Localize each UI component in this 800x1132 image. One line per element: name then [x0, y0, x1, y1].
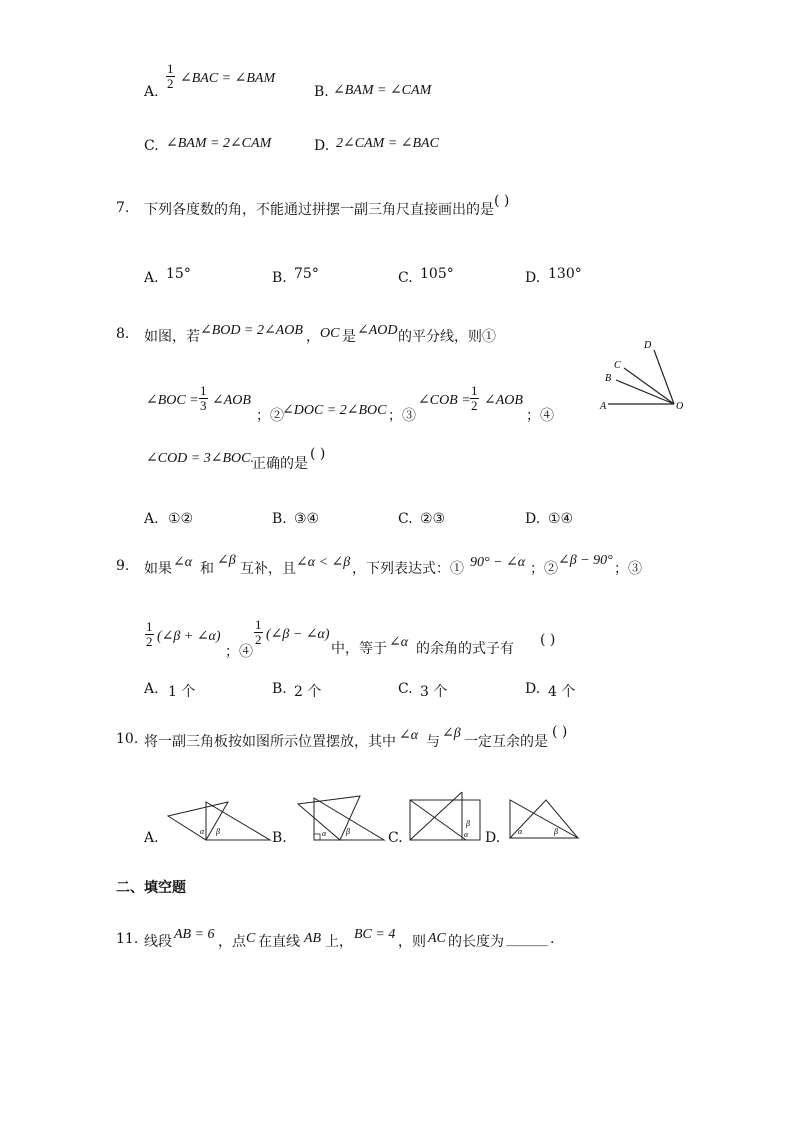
q8-option-d-label: D. — [525, 511, 541, 527]
ray-od — [654, 350, 674, 404]
q9-stem-e: 中，等于 — [331, 641, 387, 657]
q8-number: 8. — [116, 326, 130, 342]
q10-option-c-label: C. — [388, 830, 403, 846]
set-square-1-edge — [410, 800, 466, 840]
q10-stem-c: 一定互余的是 — [464, 734, 548, 750]
q6-option-c-label: C. — [144, 138, 159, 154]
q11-ab2: AB — [304, 931, 322, 946]
q8-stem-a: 如图，若 — [144, 329, 200, 345]
q9-stem-f: 的余角的式子有 — [416, 641, 514, 657]
q11-end: . — [550, 931, 555, 947]
q8-oc: OC — [320, 326, 340, 341]
q11-c: C — [246, 931, 256, 946]
set-square-2 — [298, 796, 360, 840]
q7-option-d-value: 130° — [548, 266, 582, 282]
q7-number: 7. — [116, 200, 130, 216]
set-square-2-edge — [410, 792, 462, 840]
q9-option-d-label: D. — [525, 681, 541, 697]
q8-option-b-value: ③④ — [294, 511, 320, 527]
q7-option-a-label: A. — [144, 270, 159, 286]
q8-answer-paren: ( ) — [310, 446, 326, 462]
fraction-numerator: 1 — [471, 383, 478, 398]
q6-option-a-fraction — [166, 62, 175, 91]
q11-stem-d: 上， — [325, 934, 353, 950]
alpha-mark: α — [518, 827, 523, 836]
q9-sep-2: ；③ — [614, 561, 642, 577]
fraction-numerator: 1 — [255, 617, 262, 632]
q7-option-b-value: 75° — [294, 266, 319, 282]
q10-stem-a: 将一副三角板按如图所示位置摆放，其中 — [144, 734, 396, 750]
q7-option-c-label: C. — [398, 270, 413, 286]
q8-s4: ∠COD = 3∠BOC. — [146, 451, 254, 466]
section-heading: 二、填空题 — [116, 880, 186, 896]
q7-option-d-label: D. — [525, 270, 541, 286]
fraction-denominator: 3 — [200, 398, 207, 413]
beta-mark: β — [346, 827, 350, 836]
q9-answer-paren: ( ) — [540, 632, 556, 648]
q10-alpha: ∠α — [399, 728, 419, 743]
label-a: A — [600, 401, 607, 412]
q10-stem-b: 与 — [426, 734, 440, 750]
q9-stem-a: 如果 — [144, 561, 172, 577]
alpha-mark: α — [200, 827, 205, 836]
q8-stem-c: 的平分线，则① — [398, 329, 496, 345]
q8-option-b-label: B. — [272, 511, 287, 527]
right-angle-mark — [314, 834, 320, 840]
q11-number: 11. — [116, 931, 139, 947]
q9-option-d-value: 4 个 — [548, 684, 576, 700]
q6-option-a-expr: ∠BAC = ∠BAM — [180, 71, 276, 86]
q9-expr-3: (∠β + ∠α) — [157, 629, 221, 644]
q9-expr-2: ∠β − 90° — [558, 553, 613, 568]
q7-option-c-value: 105° — [420, 266, 454, 282]
fraction-numerator: 1 — [200, 383, 207, 398]
q9-expr-4-fraction — [254, 618, 263, 647]
q9-sep-1: ；② — [530, 561, 558, 577]
label-d: D — [644, 340, 652, 351]
q8-stem-b: 是 — [342, 329, 356, 345]
q6-option-b-label: B. — [314, 84, 329, 100]
q9-expr-3-fraction — [145, 620, 154, 649]
label-c: C — [614, 360, 621, 371]
q8-option-a-label: A. — [144, 511, 159, 527]
q11-ab: AB = 6 — [174, 927, 215, 942]
label-o: O — [676, 401, 684, 412]
q11-bc: BC = 4 — [354, 927, 396, 942]
q8-angle-figure — [596, 336, 696, 420]
q10-number: 10. — [116, 731, 139, 747]
q7-option-a-value: 15° — [166, 266, 191, 282]
q10-figure-b — [296, 794, 388, 842]
q8-separator: ， — [306, 329, 320, 345]
q11-ac: AC — [428, 931, 446, 946]
q9-alpha: ∠α — [173, 555, 193, 570]
q10-figure-a — [162, 800, 274, 844]
q8-s2: ∠DOC = 2∠BOC — [282, 403, 387, 418]
q10-answer-paren: ( ) — [552, 724, 568, 740]
q9-beta: ∠β — [217, 553, 236, 568]
q10-option-d-label: D. — [485, 830, 501, 846]
q8-sep-4: ；④ — [526, 408, 554, 424]
q9-stem-d: ，下列表达式：① — [352, 561, 464, 577]
q11-stem-f: 的长度为 — [448, 934, 504, 950]
q10-figure-d — [506, 796, 582, 840]
q9-stem-c: 互补，且 — [240, 561, 296, 577]
q6-option-d-label: D. — [314, 138, 330, 154]
beta-mark: β — [466, 819, 470, 828]
q8-s1-left: ∠BOC = — [146, 393, 199, 408]
q8-sep-2: ；② — [256, 408, 284, 424]
q8-s3-left: ∠COB = — [418, 393, 471, 408]
q10-option-b-label: B. — [272, 830, 287, 846]
fraction-numerator: 1 — [167, 61, 174, 76]
label-b: B — [605, 373, 612, 384]
q9-expr-1: 90° − ∠α — [470, 555, 526, 570]
q7-stem: 下列各度数的角，不能通过拼摆一副三角尺直接画出的是 — [144, 202, 494, 218]
q8-s3-fraction — [470, 384, 479, 413]
q7-option-b-label: B. — [272, 270, 287, 286]
q6-option-b-expr: ∠BAM = ∠CAM — [333, 83, 432, 98]
q7-answer-paren: ( ) — [494, 193, 510, 209]
q10-option-a-label: A. — [144, 830, 159, 846]
q9-option-a-label: A. — [144, 681, 159, 697]
q8-s1-fraction — [199, 384, 208, 413]
fraction-denominator: 2 — [146, 634, 153, 649]
q8-option-d-value: ①④ — [548, 511, 574, 527]
q8-s1-right: ∠AOB — [212, 393, 251, 408]
q8-option-c-value: ②③ — [420, 511, 446, 527]
q9-stem-b: 和 — [200, 561, 214, 577]
q9-option-b-value: 2 个 — [294, 684, 322, 700]
fraction-numerator: 1 — [146, 619, 153, 634]
fraction-denominator: 2 — [255, 632, 262, 647]
q8-option-a-value: ①② — [168, 511, 194, 527]
beta-mark: β — [554, 827, 558, 836]
q9-condition: ∠α < ∠β — [296, 555, 351, 570]
q9-option-c-value: 3 个 — [420, 684, 448, 700]
fraction-denominator: 2 — [471, 398, 478, 413]
q8-aod: ∠AOD — [357, 323, 398, 338]
q8-sep-3: ；③ — [388, 408, 416, 424]
q9-sep-3: ；④ — [225, 644, 253, 660]
q8-tail: 正确的是 — [252, 456, 308, 472]
q6-option-c-expr: ∠BAM = 2∠CAM — [166, 136, 272, 151]
q10-figure-c — [404, 790, 484, 842]
alpha-mark: α — [322, 829, 327, 838]
q11-stem-a: 线段 — [144, 934, 172, 950]
q9-expr-4: (∠β − ∠α) — [266, 627, 330, 642]
q9-option-a-value: 1 个 — [168, 684, 196, 700]
q11-answer-blank[interactable]: ______ — [506, 931, 548, 947]
q8-s3-right: ∠AOB — [484, 393, 523, 408]
q6-option-d-expr: 2∠CAM = ∠BAC — [336, 136, 439, 151]
q9-option-c-label: C. — [398, 681, 413, 697]
q9-alpha-2: ∠α — [389, 635, 409, 650]
q11-stem-b: ，点 — [218, 934, 246, 950]
q11-stem-e: ，则 — [398, 934, 426, 950]
beta-mark: β — [216, 827, 220, 836]
alpha-mark: α — [464, 830, 469, 839]
q11-stem-c: 在直线 — [258, 934, 300, 950]
q8-option-c-label: C. — [398, 511, 413, 527]
q10-beta: ∠β — [442, 726, 461, 741]
q6-option-a-label: A. — [144, 84, 159, 100]
q8-condition: ∠BOD = 2∠AOB — [200, 323, 303, 338]
q9-option-b-label: B. — [272, 681, 287, 697]
fraction-denominator: 2 — [167, 76, 174, 91]
q9-number: 9. — [116, 558, 130, 574]
